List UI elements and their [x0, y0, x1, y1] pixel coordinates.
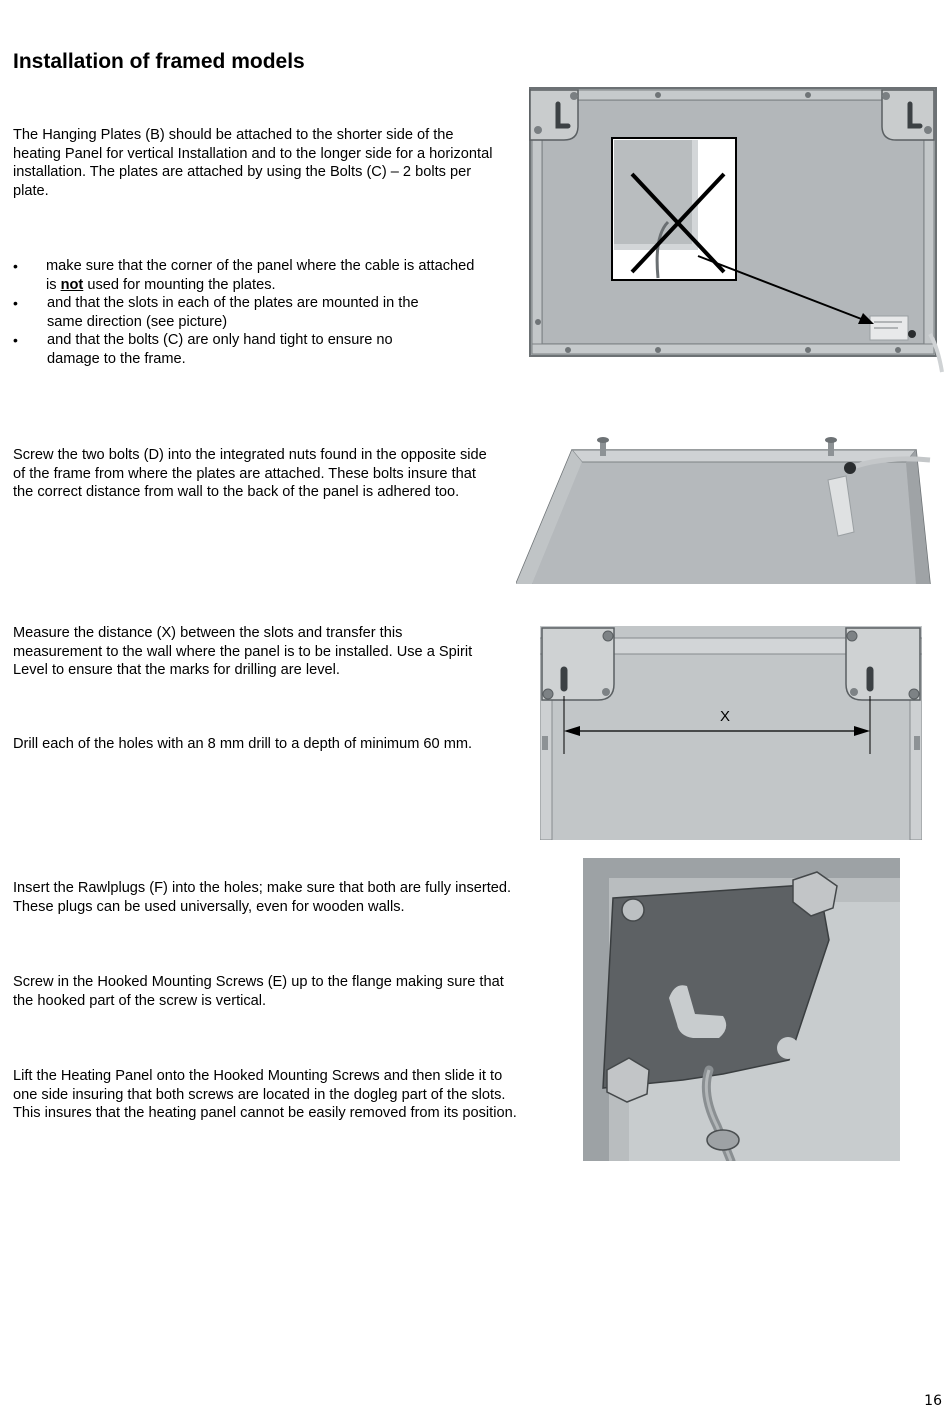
figure-hanging-plates	[528, 86, 946, 374]
measure-distance-text: Measure the distance (X) between the slots and transfer this measurement to the wall where the panel is to be installed. Use a Spirit Level to ensure that the marks for drilling are level.	[13, 625, 473, 679]
checklist-item-slot-direction	[13, 294, 437, 331]
distance-x-label: X	[720, 708, 731, 725]
checklist-item-text: and that the bolts (C) are only hand tight to ensure no damage to the frame.	[47, 332, 393, 367]
checklist-item-hand-tight	[13, 331, 437, 368]
hooked-screws-text: Screw in the Hooked Mounting Screws (E) up to the flange making sure that the hooked part of the screw is vertical.	[13, 974, 504, 1009]
lift-panel-text: Lift the Heating Panel onto the Hooked Mounting Screws and then slide it to one side insuring that both screws are located in the dogleg part of the slots. This insures that the heating panel cannot be easily removed from its position.	[13, 1068, 517, 1122]
emphasis-not: not	[60, 276, 84, 293]
checklist-item-text: make sure that the corner of the panel where the cable is attached is	[46, 258, 475, 293]
rawlplugs-text: Insert the Rawlplugs (F) into the holes; make sure that both are fully inserted. These plugs can be used universally, even for wooden walls.	[13, 880, 512, 915]
screw-bolts-text: Screw the two bolts (D) into the integrated nuts found in the opposite side of the frame from where the plates are attached. These bolts insure that the correct distance from wall to the back of the panel is adhered too.	[13, 447, 487, 501]
checklist-item-cable-corner	[13, 257, 483, 294]
mounting-checklist	[13, 257, 483, 369]
figure-measure-distance	[540, 626, 922, 840]
hanging-plates-text: The Hanging Plates (B) should be attached to the shorter side of the heating Panel for vertical Installation and to the longer side for a horizontal installation. The plates are attached by using the Bolts (C) – 2 bolts per plate.	[13, 127, 493, 199]
drill-holes-text: Drill each of the holes with an 8 mm drill to a depth of minimum 60 mm.	[13, 736, 473, 752]
page-title: Installation of framed models	[13, 50, 305, 73]
page-number: 16	[924, 1393, 942, 1409]
checklist-item-text: and that the slots in each of the plates are mounted in the same direction (see picture)	[47, 295, 419, 330]
figure-distance-bolts	[516, 432, 932, 584]
checklist-item-text: used for mounting the plates.	[83, 276, 276, 293]
figure-hooked-screw-closeup	[583, 858, 900, 1161]
